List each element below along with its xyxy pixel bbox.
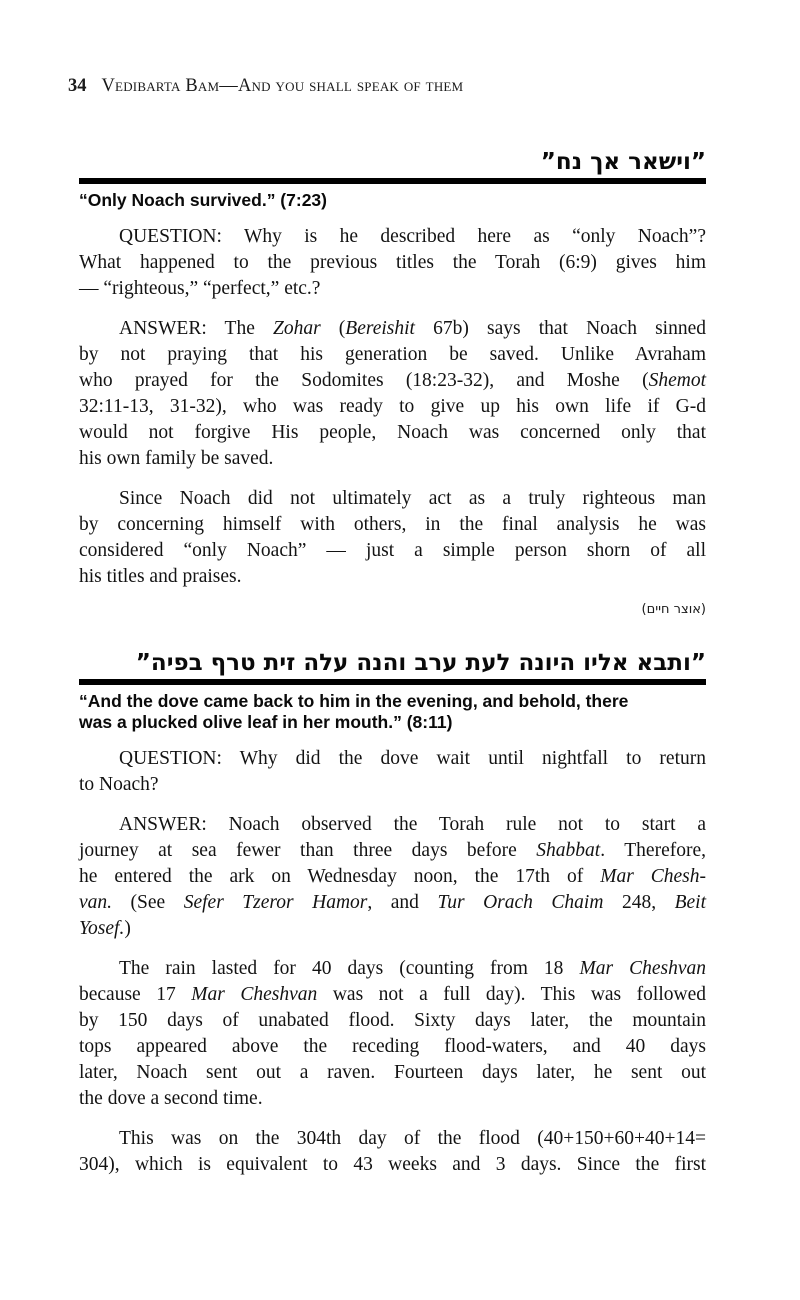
book-title: Vedibarta Bam—And you shall speak of them bbox=[101, 76, 464, 96]
body-line: 32:11-13, 31-32), who was ready to give up his own life if G-d bbox=[79, 395, 706, 417]
body-line: tops appeared above the receding flood-waters, and 40 days bbox=[79, 1035, 706, 1057]
body-line: by 150 days of unabated flood. Sixty days later, the mountain bbox=[79, 1009, 706, 1031]
body-line: would not forgive His people, Noach was concerned only that bbox=[79, 421, 706, 443]
italic-term: Zohar bbox=[272, 317, 321, 339]
body-line: Since Noach did not ultimately act as a truly righteous man bbox=[119, 487, 706, 509]
italic-term: Mar Cheshvan bbox=[579, 957, 706, 979]
body-paragraph bbox=[79, 956, 706, 1112]
body-line: Yosef.) bbox=[79, 917, 131, 939]
body-line: This was on the 304th day of the flood (40+150+60+40+14= bbox=[119, 1127, 706, 1149]
verse-caption-line: “Only Noach survived.” (7:23) bbox=[79, 190, 327, 210]
body-line: by not praying that his generation be saved. Unlike Avraham bbox=[79, 343, 706, 365]
hebrew-verse-header: ”וישאר אך נח” bbox=[540, 149, 706, 175]
body-line: The rain lasted for 40 days (counting from 18 Mar Cheshvan bbox=[119, 957, 706, 979]
body-line: — “righteous,” “perfect,” etc.? bbox=[79, 277, 321, 299]
italic-term: Shabbat bbox=[536, 839, 601, 861]
body-line: 304), which is equivalent to 43 weeks and 3 days. Since the first bbox=[79, 1153, 706, 1175]
italic-term: Yosef. bbox=[79, 917, 125, 939]
body-line: because 17 Mar Cheshvan was not a full day). This was followed bbox=[79, 983, 706, 1005]
divider-rule bbox=[79, 178, 706, 184]
body-line: journey at sea fewer than three days before Shabbat. Therefore, bbox=[79, 839, 706, 861]
verse-caption-line: was a plucked olive leaf in her mouth.” (8:11) bbox=[79, 712, 453, 732]
body-paragraph bbox=[79, 224, 706, 302]
body-paragraph bbox=[79, 486, 706, 590]
body-paragraph bbox=[79, 1126, 706, 1178]
italic-term: Beit bbox=[674, 891, 707, 913]
body-line: to Noach? bbox=[79, 773, 159, 795]
body-line: What happened to the previous titles the Torah (6:9) gives him bbox=[79, 251, 706, 273]
section-only-noach bbox=[79, 149, 706, 618]
section-dove bbox=[79, 650, 706, 1178]
body-line: the dove a second time. bbox=[79, 1087, 263, 1109]
body-paragraph bbox=[79, 812, 706, 942]
divider-rule bbox=[79, 679, 706, 685]
page-number: 34 bbox=[68, 76, 87, 96]
body-line: ANSWER: The Zohar (Bereishit 67b) says that Noach sinned bbox=[119, 317, 706, 339]
body-line: who prayed for the Sodomites (18:23-32), and Moshe (Shemot bbox=[79, 369, 706, 391]
section-paragraphs bbox=[79, 224, 706, 590]
italic-term: Shemot bbox=[648, 369, 706, 391]
body-line: later, Noach sent out a raven. Fourteen days later, he sent out bbox=[79, 1061, 706, 1083]
verse-caption-line: “And the dove came back to him in the evening, and behold, there bbox=[79, 690, 629, 711]
verse-caption bbox=[79, 691, 706, 734]
hebrew-verse-header: ”ותבא אליו היונה לעת ערב והנה עלה זית טרף בפיה” bbox=[135, 649, 706, 676]
italic-term: Sefer Tzeror Hamor bbox=[183, 891, 368, 913]
body-line: he entered the ark on Wednesday noon, the 17th of Mar Chesh- bbox=[79, 865, 706, 887]
running-head bbox=[68, 76, 706, 96]
body-line: his own family be saved. bbox=[79, 447, 274, 469]
body-line: his titles and praises. bbox=[79, 565, 242, 587]
italic-term: Bereishit bbox=[345, 317, 415, 339]
italic-term: Mar Cheshvan bbox=[191, 983, 318, 1005]
body-paragraph bbox=[79, 746, 706, 798]
body-line: QUESTION: Why did the dove wait until nightfall to return bbox=[119, 747, 706, 769]
body-line: ANSWER: Noach observed the Torah rule not to start a bbox=[119, 813, 706, 835]
body-paragraph bbox=[79, 316, 706, 472]
italic-term: Tur Orach Chaim bbox=[437, 891, 604, 913]
body-line: by concerning himself with others, in the final analysis he was bbox=[79, 513, 706, 535]
body-line: van. (See Sefer Tzeror Hamor, and Tur Orach Chaim 248, Beit bbox=[79, 891, 707, 913]
body-line: considered “only Noach” — just a simple person shorn of all bbox=[79, 539, 706, 561]
body-line: QUESTION: Why is he described here as “only Noach”? bbox=[119, 225, 706, 247]
source-citation: (אוצר חיים) bbox=[641, 601, 706, 617]
italic-term: van. bbox=[79, 891, 113, 913]
verse-caption bbox=[79, 190, 706, 212]
page-content bbox=[68, 0, 707, 1178]
italic-term: Mar Chesh- bbox=[600, 865, 706, 887]
section-paragraphs bbox=[79, 746, 706, 1178]
